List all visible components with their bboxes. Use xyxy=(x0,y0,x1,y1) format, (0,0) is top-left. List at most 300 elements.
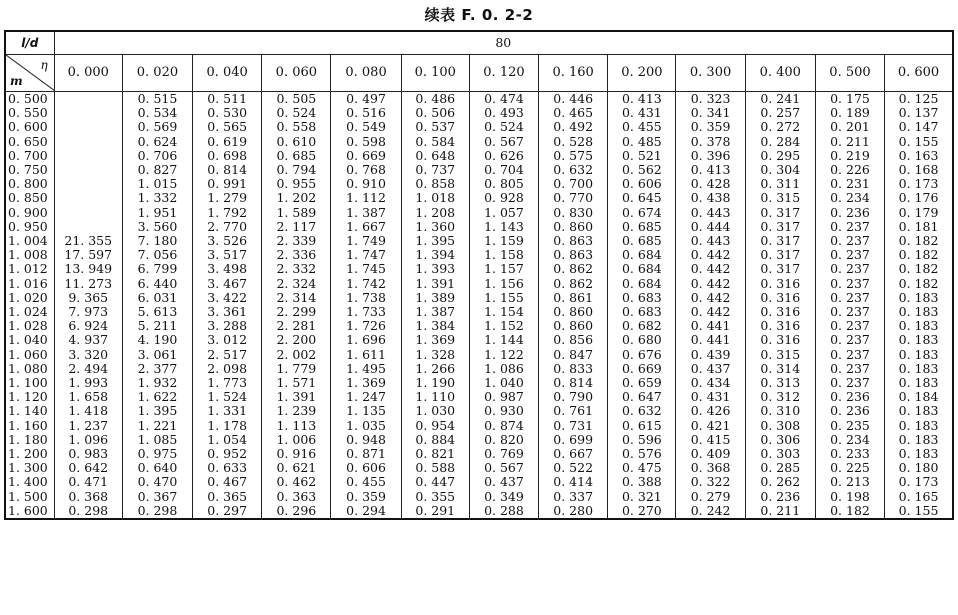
value-cell: 0. 294 xyxy=(331,504,401,519)
value-cell: 1. 178 xyxy=(193,419,262,433)
value-cell: 1. 159 xyxy=(469,234,538,248)
value-cell: 0. 173 xyxy=(885,475,953,489)
value-cell: 0. 706 xyxy=(122,149,192,163)
value-cell xyxy=(54,92,122,107)
eta-m-corner-cell xyxy=(5,55,54,92)
value-cell: 1. 221 xyxy=(122,419,192,433)
table-row xyxy=(5,248,953,262)
value-cell: 0. 624 xyxy=(122,135,192,149)
value-cell: 0. 236 xyxy=(745,490,815,504)
value-cell: 0. 270 xyxy=(608,504,676,519)
value-cell: 0. 298 xyxy=(54,504,122,519)
value-cell: 0. 442 xyxy=(676,277,745,291)
value-cell: 0. 987 xyxy=(469,390,538,404)
value-cell: 0. 310 xyxy=(745,404,815,418)
value-cell: 0. 234 xyxy=(815,433,884,447)
value-cell: 0. 183 xyxy=(885,376,953,390)
value-cell: 1. 247 xyxy=(331,390,401,404)
value-cell: 1. 726 xyxy=(331,319,401,333)
value-cell: 0. 861 xyxy=(539,291,608,305)
value-cell: 0. 505 xyxy=(262,92,331,107)
table-row xyxy=(5,234,953,248)
value-cell: 0. 241 xyxy=(745,92,815,107)
value-cell: 0. 235 xyxy=(815,419,884,433)
value-cell: 0. 860 xyxy=(539,319,608,333)
table-row xyxy=(5,277,953,291)
table-row xyxy=(5,390,953,404)
value-cell: 2. 098 xyxy=(193,362,262,376)
eta-column-header: 0. 040 xyxy=(193,55,262,92)
value-cell: 0. 642 xyxy=(54,461,122,475)
value-cell: 1. 057 xyxy=(469,206,538,220)
value-cell: 0. 669 xyxy=(331,149,401,163)
m-value-cell: 0. 650 xyxy=(5,135,54,149)
value-cell: 2. 324 xyxy=(262,277,331,291)
value-cell: 0. 315 xyxy=(745,348,815,362)
value-cell: 1. 658 xyxy=(54,390,122,404)
value-cell: 1. 110 xyxy=(401,390,469,404)
value-cell: 6. 924 xyxy=(54,319,122,333)
value-cell: 0. 569 xyxy=(122,120,192,134)
value-cell: 2. 281 xyxy=(262,319,331,333)
value-cell: 0. 409 xyxy=(676,447,745,461)
m-value-cell: 0. 700 xyxy=(5,149,54,163)
value-cell: 0. 549 xyxy=(331,120,401,134)
value-cell: 0. 236 xyxy=(815,206,884,220)
value-cell: 0. 279 xyxy=(676,490,745,504)
value-cell: 1. 524 xyxy=(193,390,262,404)
value-cell: 1. 015 xyxy=(122,177,192,191)
value-cell: 0. 521 xyxy=(608,149,676,163)
value-cell: 3. 361 xyxy=(193,305,262,319)
value-cell: 0. 413 xyxy=(676,163,745,177)
value-cell: 0. 168 xyxy=(885,163,953,177)
value-cell: 0. 983 xyxy=(54,447,122,461)
table-row xyxy=(5,433,953,447)
value-cell: 0. 237 xyxy=(815,220,884,234)
value-cell: 1. 331 xyxy=(193,404,262,418)
value-cell: 0. 856 xyxy=(539,333,608,347)
value-cell: 0. 770 xyxy=(539,191,608,205)
value-cell: 0. 884 xyxy=(401,433,469,447)
value-cell: 6. 799 xyxy=(122,262,192,276)
table-row xyxy=(5,191,953,205)
value-cell: 2. 339 xyxy=(262,234,331,248)
value-cell: 0. 182 xyxy=(815,504,884,519)
value-cell: 2. 332 xyxy=(262,262,331,276)
value-cell: 0. 165 xyxy=(885,490,953,504)
value-cell: 2. 314 xyxy=(262,291,331,305)
value-cell: 0. 863 xyxy=(539,234,608,248)
value-cell: 0. 874 xyxy=(469,419,538,433)
m-value-cell: 0. 800 xyxy=(5,177,54,191)
value-cell: 1. 018 xyxy=(401,191,469,205)
value-cell: 1. 360 xyxy=(401,220,469,234)
value-cell: 1. 035 xyxy=(331,419,401,433)
value-cell: 1. 792 xyxy=(193,206,262,220)
value-cell: 1. 622 xyxy=(122,390,192,404)
value-cell: 1. 951 xyxy=(122,206,192,220)
table-row xyxy=(5,376,953,390)
value-cell: 0. 640 xyxy=(122,461,192,475)
value-cell: 1. 611 xyxy=(331,348,401,362)
value-cell: 0. 682 xyxy=(608,319,676,333)
value-cell: 0. 684 xyxy=(608,262,676,276)
value-cell: 1. 279 xyxy=(193,191,262,205)
value-cell: 2. 117 xyxy=(262,220,331,234)
value-cell: 0. 667 xyxy=(539,447,608,461)
value-cell: 1. 328 xyxy=(401,348,469,362)
value-cell: 0. 304 xyxy=(745,163,815,177)
value-cell: 1. 779 xyxy=(262,362,331,376)
table-row xyxy=(5,333,953,347)
value-cell: 0. 308 xyxy=(745,419,815,433)
value-cell: 0. 534 xyxy=(122,106,192,120)
value-cell: 0. 769 xyxy=(469,447,538,461)
value-cell: 0. 183 xyxy=(885,305,953,319)
value-cell: 0. 596 xyxy=(608,433,676,447)
value-cell: 0. 198 xyxy=(815,490,884,504)
value-cell: 0. 163 xyxy=(885,149,953,163)
m-value-cell: 1. 160 xyxy=(5,419,54,433)
value-cell: 0. 125 xyxy=(885,92,953,107)
m-value-cell: 0. 850 xyxy=(5,191,54,205)
value-cell: 0. 341 xyxy=(676,106,745,120)
value-cell: 1. 122 xyxy=(469,348,538,362)
value-cell: 1. 387 xyxy=(331,206,401,220)
m-value-cell: 1. 024 xyxy=(5,305,54,319)
value-cell: 0. 234 xyxy=(815,191,884,205)
value-cell: 0. 184 xyxy=(885,390,953,404)
value-cell: 1. 239 xyxy=(262,404,331,418)
value-cell: 21. 355 xyxy=(54,234,122,248)
value-cell: 1. 738 xyxy=(331,291,401,305)
value-cell: 0. 575 xyxy=(539,149,608,163)
value-cell: 0. 684 xyxy=(608,248,676,262)
value-cell: 0. 558 xyxy=(262,120,331,134)
value-cell: 0. 862 xyxy=(539,262,608,276)
value-cell: 0. 183 xyxy=(885,291,953,305)
value-cell: 0. 314 xyxy=(745,362,815,376)
value-cell xyxy=(54,163,122,177)
value-cell: 1. 395 xyxy=(122,404,192,418)
value-cell: 1. 393 xyxy=(401,262,469,276)
value-cell: 1. 085 xyxy=(122,433,192,447)
value-cell: 0. 441 xyxy=(676,333,745,347)
value-cell: 0. 368 xyxy=(676,461,745,475)
value-cell: 0. 737 xyxy=(401,163,469,177)
value-cell: 0. 180 xyxy=(885,461,953,475)
value-cell: 2. 517 xyxy=(193,348,262,362)
value-cell: 3. 012 xyxy=(193,333,262,347)
value-cell: 0. 486 xyxy=(401,92,469,107)
value-cell: 0. 447 xyxy=(401,475,469,489)
value-cell: 0. 181 xyxy=(885,220,953,234)
value-cell: 0. 916 xyxy=(262,447,331,461)
value-cell: 0. 827 xyxy=(122,163,192,177)
m-value-cell: 1. 008 xyxy=(5,248,54,262)
value-cell: 2. 494 xyxy=(54,362,122,376)
value-cell: 0. 363 xyxy=(262,490,331,504)
table-row xyxy=(5,305,953,319)
value-cell: 0. 257 xyxy=(745,106,815,120)
m-value-cell: 0. 600 xyxy=(5,120,54,134)
value-cell: 0. 237 xyxy=(815,333,884,347)
value-cell: 0. 633 xyxy=(193,461,262,475)
value-cell: 0. 237 xyxy=(815,348,884,362)
value-cell: 0. 365 xyxy=(193,490,262,504)
value-cell: 0. 474 xyxy=(469,92,538,107)
value-cell: 0. 231 xyxy=(815,177,884,191)
m-value-cell: 1. 600 xyxy=(5,504,54,519)
value-cell: 0. 236 xyxy=(815,390,884,404)
value-cell: 0. 236 xyxy=(815,404,884,418)
value-cell: 0. 237 xyxy=(815,248,884,262)
value-cell: 0. 285 xyxy=(745,461,815,475)
value-cell: 0. 434 xyxy=(676,376,745,390)
value-cell: 1. 745 xyxy=(331,262,401,276)
value-cell: 0. 182 xyxy=(885,248,953,262)
value-cell: 0. 567 xyxy=(469,135,538,149)
value-cell: 1. 384 xyxy=(401,319,469,333)
value-cell xyxy=(54,120,122,134)
value-cell: 3. 560 xyxy=(122,220,192,234)
value-cell: 1. 040 xyxy=(469,376,538,390)
value-cell: 7. 056 xyxy=(122,248,192,262)
value-cell: 0. 183 xyxy=(885,419,953,433)
value-cell: 0. 626 xyxy=(469,149,538,163)
value-cell: 0. 584 xyxy=(401,135,469,149)
value-cell: 0. 317 xyxy=(745,234,815,248)
value-cell: 0. 306 xyxy=(745,433,815,447)
value-cell: 0. 439 xyxy=(676,348,745,362)
value-cell: 0. 201 xyxy=(815,120,884,134)
table-row xyxy=(5,163,953,177)
value-cell: 0. 446 xyxy=(539,92,608,107)
value-cell: 1. 387 xyxy=(401,305,469,319)
value-cell: 0. 683 xyxy=(608,305,676,319)
value-cell xyxy=(54,220,122,234)
value-cell: 0. 316 xyxy=(745,291,815,305)
value-cell: 0. 337 xyxy=(539,490,608,504)
value-cell: 0. 176 xyxy=(885,191,953,205)
eta-column-header: 0. 400 xyxy=(745,55,815,92)
value-cell: 0. 298 xyxy=(122,504,192,519)
value-cell: 0. 179 xyxy=(885,206,953,220)
value-cell: 1. 395 xyxy=(401,234,469,248)
value-cell: 0. 280 xyxy=(539,504,608,519)
value-cell: 0. 598 xyxy=(331,135,401,149)
value-cell: 1. 202 xyxy=(262,191,331,205)
value-cell: 0. 311 xyxy=(745,177,815,191)
table-row xyxy=(5,504,953,519)
value-cell: 0. 814 xyxy=(193,163,262,177)
value-cell: 0. 359 xyxy=(331,490,401,504)
m-value-cell: 1. 200 xyxy=(5,447,54,461)
value-cell: 0. 860 xyxy=(539,220,608,234)
m-value-cell: 1. 040 xyxy=(5,333,54,347)
table-row xyxy=(5,291,953,305)
value-cell: 0. 537 xyxy=(401,120,469,134)
value-cell: 0. 237 xyxy=(815,319,884,333)
value-cell: 0. 262 xyxy=(745,475,815,489)
value-cell: 0. 431 xyxy=(608,106,676,120)
value-cell: 0. 316 xyxy=(745,277,815,291)
value-cell: 0. 790 xyxy=(539,390,608,404)
value-cell: 3. 422 xyxy=(193,291,262,305)
table-row xyxy=(5,92,953,107)
value-cell: 0. 137 xyxy=(885,106,953,120)
value-cell: 0. 704 xyxy=(469,163,538,177)
value-cell xyxy=(54,177,122,191)
value-cell: 4. 937 xyxy=(54,333,122,347)
value-cell: 0. 284 xyxy=(745,135,815,149)
value-cell: 0. 237 xyxy=(815,277,884,291)
value-cell: 0. 821 xyxy=(401,447,469,461)
m-value-cell: 0. 950 xyxy=(5,220,54,234)
value-cell: 1. 495 xyxy=(331,362,401,376)
value-cell: 0. 378 xyxy=(676,135,745,149)
value-cell: 0. 610 xyxy=(262,135,331,149)
value-cell: 0. 414 xyxy=(539,475,608,489)
value-cell: 0. 415 xyxy=(676,433,745,447)
value-cell: 0. 295 xyxy=(745,149,815,163)
value-cell: 5. 211 xyxy=(122,319,192,333)
value-cell: 17. 597 xyxy=(54,248,122,262)
value-cell: 0. 317 xyxy=(745,220,815,234)
value-cell: 1. 747 xyxy=(331,248,401,262)
value-cell: 0. 396 xyxy=(676,149,745,163)
value-cell: 0. 237 xyxy=(815,305,884,319)
value-cell: 0. 485 xyxy=(608,135,676,149)
value-cell: 6. 031 xyxy=(122,291,192,305)
value-cell: 0. 175 xyxy=(815,92,884,107)
value-cell: 0. 438 xyxy=(676,191,745,205)
value-cell xyxy=(54,191,122,205)
value-cell: 6. 440 xyxy=(122,277,192,291)
table-row xyxy=(5,220,953,234)
value-cell: 1. 006 xyxy=(262,433,331,447)
value-cell: 2. 200 xyxy=(262,333,331,347)
value-cell: 0. 462 xyxy=(262,475,331,489)
value-cell: 0. 444 xyxy=(676,220,745,234)
value-cell: 0. 683 xyxy=(608,291,676,305)
value-cell: 0. 242 xyxy=(676,504,745,519)
eta-column-header: 0. 300 xyxy=(676,55,745,92)
value-cell: 0. 475 xyxy=(608,461,676,475)
value-cell: 1. 389 xyxy=(401,291,469,305)
value-cell: 0. 183 xyxy=(885,348,953,362)
value-cell: 0. 442 xyxy=(676,248,745,262)
m-value-cell: 1. 080 xyxy=(5,362,54,376)
value-cell: 0. 768 xyxy=(331,163,401,177)
eta-column-header: 0. 000 xyxy=(54,55,122,92)
value-cell: 0. 437 xyxy=(469,475,538,489)
value-cell: 0. 471 xyxy=(54,475,122,489)
table-row xyxy=(5,490,953,504)
value-cell: 0. 313 xyxy=(745,376,815,390)
value-cell: 2. 002 xyxy=(262,348,331,362)
value-cell xyxy=(54,149,122,163)
ld-value: 80 xyxy=(54,31,953,55)
m-value-cell: 1. 300 xyxy=(5,461,54,475)
eta-symbol: η xyxy=(40,58,48,72)
table-row xyxy=(5,348,953,362)
value-cell: 0. 315 xyxy=(745,191,815,205)
value-cell: 0. 183 xyxy=(885,404,953,418)
table-row xyxy=(5,461,953,475)
value-cell: 0. 492 xyxy=(539,120,608,134)
value-cell: 0. 684 xyxy=(608,277,676,291)
value-cell: 1. 369 xyxy=(331,376,401,390)
value-cell: 0. 183 xyxy=(885,333,953,347)
value-cell: 0. 588 xyxy=(401,461,469,475)
value-cell: 0. 421 xyxy=(676,419,745,433)
value-cell: 0. 930 xyxy=(469,404,538,418)
value-cell: 0. 211 xyxy=(815,135,884,149)
eta-column-header: 0. 120 xyxy=(469,55,538,92)
m-symbol: m xyxy=(10,73,23,88)
value-cell: 0. 183 xyxy=(885,447,953,461)
value-cell: 0. 948 xyxy=(331,433,401,447)
value-cell: 0. 470 xyxy=(122,475,192,489)
value-cell: 3. 498 xyxy=(193,262,262,276)
table-row xyxy=(5,419,953,433)
value-cell: 0. 321 xyxy=(608,490,676,504)
value-cell: 0. 442 xyxy=(676,305,745,319)
value-cell: 0. 296 xyxy=(262,504,331,519)
m-value-cell: 1. 120 xyxy=(5,390,54,404)
value-cell: 0. 761 xyxy=(539,404,608,418)
value-cell: 0. 975 xyxy=(122,447,192,461)
value-cell: 0. 147 xyxy=(885,120,953,134)
value-cell: 0. 272 xyxy=(745,120,815,134)
table-title: 续表 F. 0. 2-2 xyxy=(424,6,534,24)
value-cell: 0. 316 xyxy=(745,305,815,319)
m-value-cell: 1. 020 xyxy=(5,291,54,305)
value-cell: 3. 517 xyxy=(193,248,262,262)
m-value-cell: 1. 100 xyxy=(5,376,54,390)
m-value-cell: 1. 028 xyxy=(5,319,54,333)
value-cell: 0. 615 xyxy=(608,419,676,433)
value-cell xyxy=(54,106,122,120)
value-cell: 0. 355 xyxy=(401,490,469,504)
value-cell: 0. 528 xyxy=(539,135,608,149)
value-cell: 2. 770 xyxy=(193,220,262,234)
value-cell: 1. 589 xyxy=(262,206,331,220)
value-cell: 0. 830 xyxy=(539,206,608,220)
value-cell: 0. 303 xyxy=(745,447,815,461)
value-cell: 0. 669 xyxy=(608,362,676,376)
value-cell: 0. 699 xyxy=(539,433,608,447)
value-cell: 1. 208 xyxy=(401,206,469,220)
m-value-cell: 1. 400 xyxy=(5,475,54,489)
m-value-cell: 0. 550 xyxy=(5,106,54,120)
value-cell: 0. 910 xyxy=(331,177,401,191)
value-cell: 1. 369 xyxy=(401,333,469,347)
value-cell: 3. 061 xyxy=(122,348,192,362)
value-cell: 0. 183 xyxy=(885,362,953,376)
eta-column-header: 0. 160 xyxy=(539,55,608,92)
value-cell: 1. 113 xyxy=(262,419,331,433)
value-cell: 0. 317 xyxy=(745,262,815,276)
value-cell: 0. 632 xyxy=(539,163,608,177)
value-cell: 1. 667 xyxy=(331,220,401,234)
value-cell: 0. 497 xyxy=(331,92,401,107)
value-cell: 3. 288 xyxy=(193,319,262,333)
value-cell: 0. 576 xyxy=(608,447,676,461)
value-cell: 0. 189 xyxy=(815,106,884,120)
